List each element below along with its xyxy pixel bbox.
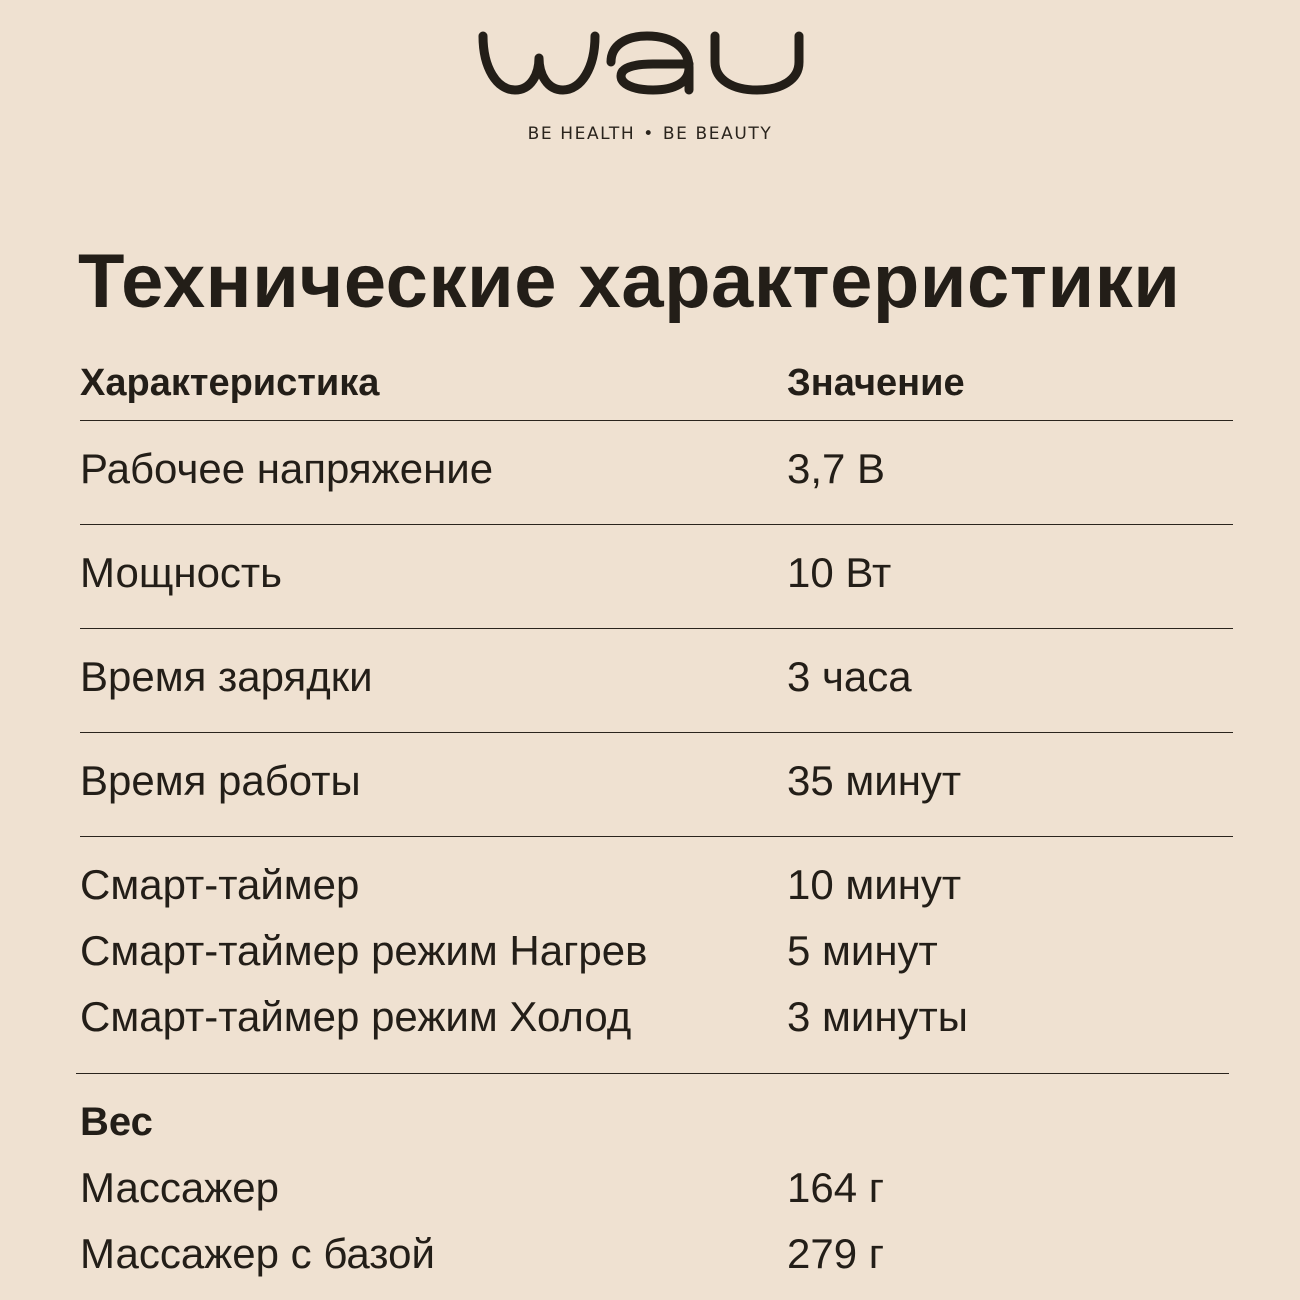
table-row xyxy=(80,927,1233,987)
tagline-separator: • xyxy=(643,124,655,144)
spec-name: Массажер xyxy=(80,1164,279,1211)
spec-value: 5 минут xyxy=(787,927,938,974)
weight-section-title: Вес xyxy=(80,1100,153,1144)
table-row xyxy=(80,861,1233,921)
spec-value: 3 часа xyxy=(787,653,912,700)
spec-name: Смарт-таймер режим Холод xyxy=(80,993,632,1040)
table-row xyxy=(80,1230,1233,1290)
spec-name: Время зарядки xyxy=(80,653,373,700)
header-name: Характеристика xyxy=(80,362,380,404)
specs-table xyxy=(80,350,1233,1294)
brand-tagline xyxy=(0,124,1300,144)
spec-value: 3 минуты xyxy=(787,993,968,1040)
spec-name: Массажер с базой xyxy=(80,1230,435,1277)
spec-value: 279 г xyxy=(787,1230,885,1277)
spec-name: Время работы xyxy=(80,757,361,804)
tagline-left: BE HEALTH xyxy=(527,124,636,144)
spec-value: 10 Вт xyxy=(787,549,892,596)
spec-value: 10 минут xyxy=(787,861,962,908)
spec-name: Мощность xyxy=(80,549,283,596)
spec-value: 35 минут xyxy=(787,757,962,804)
timer-group xyxy=(76,837,1229,1074)
tagline-right: BE BEAUTY xyxy=(662,124,773,144)
spec-name: Смарт-таймер режим Нагрев xyxy=(80,927,648,974)
wau-logo xyxy=(475,28,825,100)
table-row xyxy=(80,993,1233,1053)
table-header xyxy=(80,350,1233,421)
spec-value: 3,7 В xyxy=(787,445,886,492)
table-row xyxy=(80,733,1233,837)
header-value: Значение xyxy=(787,362,965,404)
table-row xyxy=(80,525,1233,629)
spec-value: 164 г xyxy=(787,1164,885,1211)
table-row xyxy=(80,629,1233,733)
spec-name: Рабочее напряжение xyxy=(80,445,494,492)
table-row xyxy=(80,1164,1233,1224)
page-title: Технические характеристики xyxy=(78,239,1181,324)
spec-name: Смарт-таймер xyxy=(80,861,360,908)
brand-header xyxy=(0,28,1300,144)
weight-group xyxy=(80,1074,1233,1294)
table-row xyxy=(80,421,1233,525)
